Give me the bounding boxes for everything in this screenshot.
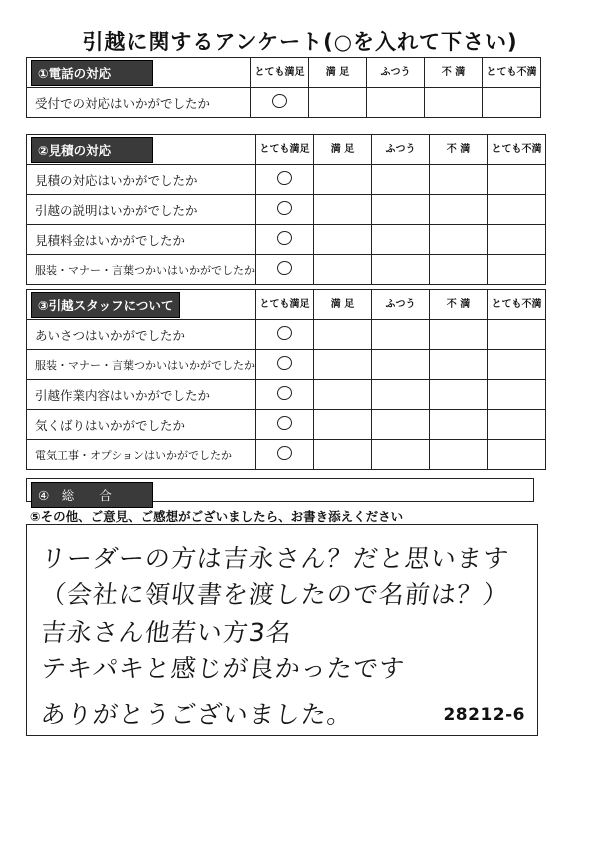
- rating-cell-satisfied[interactable]: [314, 440, 372, 470]
- rating-cell-neutral[interactable]: [372, 380, 430, 410]
- question-row: [27, 380, 546, 410]
- question-text: 受付での対応はいかがでしたか: [27, 88, 251, 118]
- section-4-label: ④ 総 合: [31, 482, 153, 508]
- section-header-row: [27, 290, 546, 320]
- rating-cell-very-satisfied[interactable]: [256, 410, 314, 440]
- handdrawn-circle-mark: [271, 92, 289, 109]
- section-2-label: ②見積の対応: [31, 137, 153, 163]
- question-text: 電気工事・オプションはいかがでしたか: [27, 440, 256, 470]
- section-1-label: ①電話の対応: [31, 60, 153, 86]
- question-text: あいさつはいかがでしたか: [27, 320, 256, 350]
- question-row: [27, 410, 546, 440]
- rating-cell-neutral[interactable]: [367, 88, 425, 118]
- section-header-row: [27, 135, 546, 165]
- rating-cell-very-satisfied[interactable]: [256, 165, 314, 195]
- rating-cell-very-dissatisfied[interactable]: [488, 165, 546, 195]
- rating-cell-dissatisfied[interactable]: [430, 320, 488, 350]
- rating-cell-very-dissatisfied[interactable]: [488, 255, 546, 285]
- rating-cell-very-satisfied[interactable]: [256, 225, 314, 255]
- rating-cell-satisfied[interactable]: [314, 410, 372, 440]
- handdrawn-circle-mark: [276, 324, 294, 341]
- handdrawn-circle-mark: [276, 169, 294, 186]
- rating-cell-neutral[interactable]: [372, 320, 430, 350]
- header-satisfied: 満 足: [314, 290, 372, 320]
- rating-cell-neutral[interactable]: [372, 195, 430, 225]
- question-text: 見積料金はいかがでしたか: [27, 225, 256, 255]
- rating-cell-dissatisfied[interactable]: [430, 195, 488, 225]
- handwritten-line: 吉永さん他若い方3名: [39, 618, 294, 647]
- section-3-label: ③引越スタッフについて: [31, 292, 180, 318]
- question-text: 服装・マナー・言葉つかいはいかがでしたか: [27, 255, 256, 285]
- header-very-satisfied: とても満足: [256, 135, 314, 165]
- header-very-satisfied: とても満足: [256, 290, 314, 320]
- rating-cell-very-dissatisfied[interactable]: [488, 195, 546, 225]
- rating-cell-very-satisfied[interactable]: [256, 255, 314, 285]
- rating-cell-neutral[interactable]: [372, 440, 430, 470]
- header-neutral: ふつう: [372, 135, 430, 165]
- rating-cell-satisfied[interactable]: [314, 320, 372, 350]
- handdrawn-circle-mark: [276, 384, 294, 401]
- form-code: 28212-6: [443, 705, 525, 725]
- question-row: [27, 195, 546, 225]
- header-very-dissatisfied: とても不満: [483, 58, 541, 88]
- question-row: [27, 440, 546, 470]
- rating-cell-satisfied[interactable]: [309, 88, 367, 118]
- rating-cell-very-dissatisfied[interactable]: [488, 225, 546, 255]
- handwritten-line: ありがとうございました。: [39, 700, 355, 729]
- rating-cell-very-dissatisfied[interactable]: [488, 320, 546, 350]
- rating-cell-neutral[interactable]: [372, 225, 430, 255]
- handdrawn-circle-mark: [276, 414, 294, 431]
- header-neutral: ふつう: [372, 290, 430, 320]
- header-satisfied: 満 足: [309, 58, 367, 88]
- rating-cell-very-dissatisfied[interactable]: [488, 350, 546, 380]
- section-2-table: [26, 134, 546, 285]
- rating-cell-dissatisfied[interactable]: [425, 88, 483, 118]
- header-very-satisfied: とても満足: [251, 58, 309, 88]
- rating-cell-satisfied[interactable]: [314, 380, 372, 410]
- rating-cell-very-dissatisfied[interactable]: [483, 88, 541, 118]
- rating-cell-dissatisfied[interactable]: [430, 380, 488, 410]
- rating-cell-dissatisfied[interactable]: [430, 165, 488, 195]
- handdrawn-circle-mark: [276, 229, 294, 246]
- section-1-table: [26, 57, 541, 118]
- rating-cell-dissatisfied[interactable]: [430, 440, 488, 470]
- header-satisfied: 満 足: [314, 135, 372, 165]
- rating-cell-very-satisfied[interactable]: [256, 380, 314, 410]
- rating-cell-satisfied[interactable]: [314, 225, 372, 255]
- section-4-overall: [26, 478, 534, 502]
- comment-box[interactable]: [26, 524, 538, 736]
- question-text: 見積の対応はいかがでしたか: [27, 165, 256, 195]
- rating-cell-very-satisfied[interactable]: [256, 440, 314, 470]
- rating-cell-very-dissatisfied[interactable]: [488, 380, 546, 410]
- question-row: [27, 225, 546, 255]
- rating-cell-neutral[interactable]: [372, 350, 430, 380]
- rating-cell-neutral[interactable]: [372, 165, 430, 195]
- header-very-dissatisfied: とても不満: [488, 290, 546, 320]
- rating-cell-dissatisfied[interactable]: [430, 225, 488, 255]
- rating-cell-very-dissatisfied[interactable]: [488, 410, 546, 440]
- rating-cell-very-satisfied[interactable]: [251, 88, 309, 118]
- handdrawn-circle-mark: [276, 199, 294, 216]
- rating-cell-dissatisfied[interactable]: [430, 350, 488, 380]
- section-header-row: [27, 58, 541, 88]
- question-row: [27, 165, 546, 195]
- header-dissatisfied: 不 満: [430, 290, 488, 320]
- header-dissatisfied: 不 満: [425, 58, 483, 88]
- rating-cell-dissatisfied[interactable]: [430, 255, 488, 285]
- handdrawn-circle-mark: [276, 444, 294, 461]
- question-text: 服装・マナー・言葉つかいはいかがでしたか: [27, 350, 256, 380]
- question-row: [27, 350, 546, 380]
- handdrawn-circle-mark: [276, 259, 294, 276]
- question-text: 引越の説明はいかがでしたか: [27, 195, 256, 225]
- header-dissatisfied: 不 満: [430, 135, 488, 165]
- header-very-dissatisfied: とても不満: [488, 135, 546, 165]
- rating-cell-satisfied[interactable]: [314, 195, 372, 225]
- rating-cell-very-dissatisfied[interactable]: [488, 440, 546, 470]
- handdrawn-circle-mark: [276, 354, 294, 371]
- rating-cell-neutral[interactable]: [372, 410, 430, 440]
- rating-cell-satisfied[interactable]: [314, 255, 372, 285]
- rating-cell-very-satisfied[interactable]: [256, 320, 314, 350]
- handwritten-line: （会社に領収書を渡したので名前は？）: [39, 580, 511, 609]
- page-title: 引越に関するアンケート(○を入れて下さい): [82, 30, 518, 54]
- handwritten-line: テキパキと感じが良かったです: [39, 654, 407, 683]
- rating-cell-very-satisfied[interactable]: [256, 350, 314, 380]
- rating-cell-neutral[interactable]: [372, 255, 430, 285]
- question-row: [27, 320, 546, 350]
- section-3-table: [26, 289, 546, 470]
- rating-cell-satisfied[interactable]: [314, 350, 372, 380]
- question-text: 気くばりはいかがでしたか: [27, 410, 256, 440]
- question-row: [27, 88, 541, 118]
- question-row: [27, 255, 546, 285]
- question-text: 引越作業内容はいかがでしたか: [27, 380, 256, 410]
- rating-cell-very-satisfied[interactable]: [256, 195, 314, 225]
- rating-cell-satisfied[interactable]: [314, 165, 372, 195]
- section-5-prompt: ⑤その他、ご意見、ご感想がございましたら、お書き添えください: [30, 509, 404, 524]
- rating-cell-dissatisfied[interactable]: [430, 410, 488, 440]
- header-neutral: ふつう: [367, 58, 425, 88]
- handwritten-line: リーダーの方は吉永さん？だと思います: [39, 544, 511, 573]
